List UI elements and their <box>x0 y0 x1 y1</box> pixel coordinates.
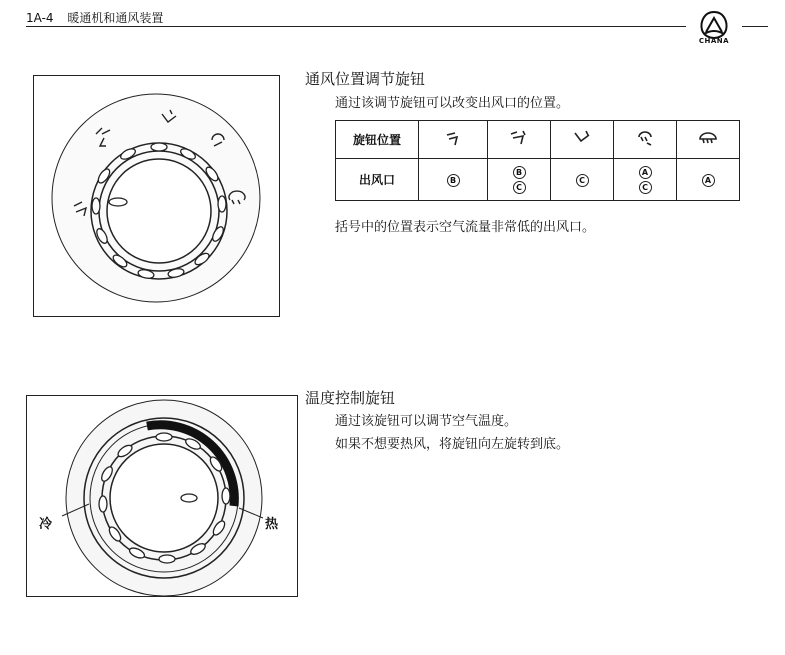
table-cell-floor-vent <box>551 121 614 159</box>
table-cell-outlet <box>551 159 614 201</box>
outlet-badge: C <box>576 174 589 187</box>
temperature-knob-figure <box>26 395 298 597</box>
table-cell-outlet <box>419 159 488 201</box>
vent-section-title: 通风位置调节旋钮 <box>305 70 426 88</box>
vent-position-table <box>335 120 740 201</box>
logo-text: CHANA <box>698 37 730 45</box>
temp-section-line2: 如果不想要热风，将旋钮向左旋转到底。 <box>335 437 570 452</box>
face-vent-icon <box>444 129 462 147</box>
table-cell-outlet <box>488 159 551 201</box>
temp-section-line1: 通过该旋钮可以调节空气温度。 <box>335 414 518 429</box>
cold-label: 冷 <box>39 517 53 532</box>
table-row <box>336 159 740 201</box>
floor-vent-icon <box>572 129 592 147</box>
table-row <box>336 121 740 159</box>
temperature-knob-illustration <box>27 396 297 596</box>
table-cell-face-vent <box>419 121 488 159</box>
temp-section-title: 温度控制旋钮 <box>305 389 396 407</box>
outlet-badge: C <box>513 181 526 194</box>
chapter-title: 暖通机和通风装置 <box>67 11 164 25</box>
table-cell-outlet <box>614 159 677 201</box>
header-rule-right <box>742 26 768 27</box>
page-number: 1A-4 <box>26 11 54 25</box>
hot-label: 热 <box>265 517 279 532</box>
table-header-outlet: 出风口 <box>336 159 419 201</box>
outlet-badge: A <box>702 174 715 187</box>
outlet-badge: B <box>447 174 460 187</box>
floor-defrost-icon <box>635 129 655 147</box>
outlet-badge: A <box>639 166 652 179</box>
defrost-icon <box>697 129 719 147</box>
table-header-knob-position: 旋钮位置 <box>336 121 419 159</box>
outlet-badge: B <box>513 166 526 179</box>
bi-level-icon <box>509 129 529 147</box>
vent-knob-figure <box>33 75 280 317</box>
table-cell-outlet <box>677 159 740 201</box>
header-rule <box>26 26 686 27</box>
vent-section-description: 通过该调节旋钮可以改变出风口的位置。 <box>335 96 570 111</box>
vent-section-note: 括号中的位置表示空气流量非常低的出风口。 <box>335 220 596 235</box>
page-header <box>26 9 163 26</box>
table-cell-defrost <box>677 121 740 159</box>
outlet-badge: C <box>639 181 652 194</box>
vent-knob-illustration <box>34 76 279 316</box>
table-cell-floor-defrost <box>614 121 677 159</box>
table-cell-bi-level <box>488 121 551 159</box>
